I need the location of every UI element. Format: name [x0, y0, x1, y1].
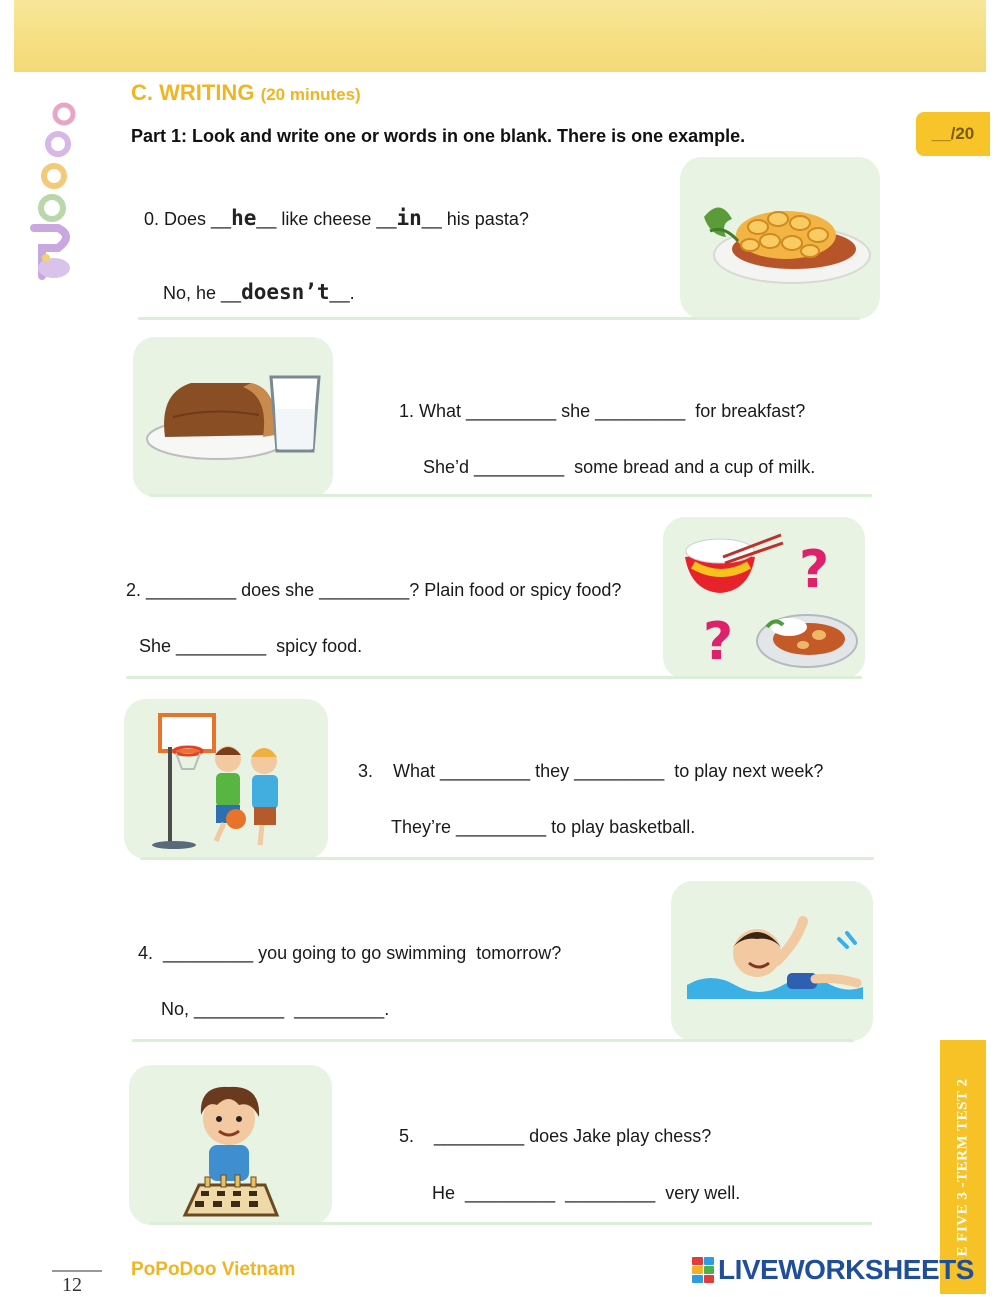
page-number: 12	[52, 1270, 102, 1297]
score-badge: __/20	[916, 112, 990, 156]
question-4-line-2: No, _________ _________.	[161, 999, 390, 1019]
question-0-line-1: 0. Does __he__ like cheese __in__ his pasta?	[144, 206, 529, 230]
divider	[150, 494, 872, 497]
question-2-line-1: 2. _________ does she _________? Plain food or spicy food?	[126, 580, 622, 600]
question-1-line-1: 1. What _________ she _________ for breakfast?	[399, 401, 806, 421]
question-2-line-2: She _________ spicy food.	[139, 636, 363, 656]
food-choice-picture	[663, 517, 865, 679]
divider	[140, 857, 874, 860]
answer-doesnt: doesn’t	[241, 280, 330, 304]
question-1-line-2: She’d _________ some bread and a cup of milk.	[423, 457, 816, 477]
liveworksheets-logo-icon	[692, 1257, 714, 1283]
basketball-picture	[124, 699, 328, 859]
part-title: Part 1: Look and write one or words in one blank. There is one example.	[131, 126, 746, 146]
question-5-line-1: 5. _________ does Jake play chess?	[399, 1126, 712, 1146]
question-4-line-1: 4. _________ you going to go swimming tomorrow?	[138, 943, 562, 963]
question-3-line-2: They’re _________ to play basketball.	[391, 817, 696, 837]
divider	[126, 676, 862, 679]
svg-text:?: ?	[799, 540, 830, 600]
svg-text:?: ?	[703, 612, 734, 672]
footer-brand: PoPoDoo Vietnam	[131, 1259, 296, 1280]
divider	[138, 317, 860, 320]
divider	[150, 1222, 872, 1225]
answer-he: he	[231, 206, 257, 230]
chess-boy-picture	[129, 1065, 332, 1225]
swimming-picture	[671, 881, 873, 1041]
question-5-line-2: He _________ _________ very well.	[432, 1183, 741, 1203]
answer-in: in	[396, 206, 422, 230]
header-band	[14, 0, 986, 72]
question-3-line-1: 3. What _________ they _________ to play next week?	[358, 761, 824, 781]
liveworksheets-watermark	[692, 1254, 974, 1286]
liveworksheets-text: LIVEWORKSHEETS	[718, 1254, 974, 1285]
bread-milk-picture	[133, 337, 333, 497]
pasta-picture	[680, 157, 880, 319]
section-title	[131, 80, 361, 106]
divider	[132, 1039, 854, 1042]
side-label-text: E FIVE 3 -TERM TEST 2	[954, 1078, 971, 1256]
section-title-text: C. WRITING	[131, 80, 255, 105]
section-duration: (20 minutes)	[260, 85, 361, 104]
question-0-line-2: No, he __doesn’t__.	[163, 280, 355, 304]
popodoo-logo	[24, 98, 88, 284]
